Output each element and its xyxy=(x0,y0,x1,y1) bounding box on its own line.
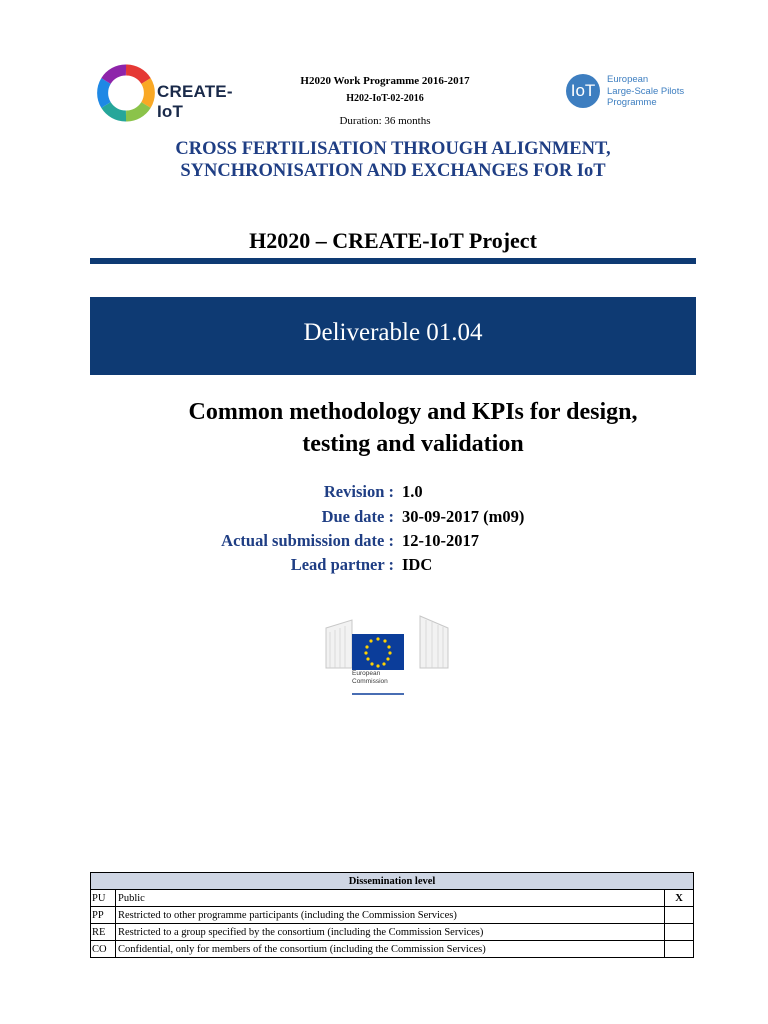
duration: Duration: 36 months xyxy=(339,115,431,127)
table-header-row xyxy=(91,873,694,890)
info-label: Actual submission date : xyxy=(221,531,394,550)
info-row-due-date xyxy=(0,507,768,531)
level-description: Confidential, only for members of the consortium (including the Commission Services) xyxy=(116,941,665,958)
iot-lsp-text: European Large-Scale Pilots Programme xyxy=(607,74,685,108)
table-row xyxy=(91,907,694,924)
create-iot-logo xyxy=(97,64,257,122)
level-mark: X xyxy=(665,890,694,907)
level-description: Restricted to other programme participants (including the Commission Services) xyxy=(116,907,665,924)
level-code: PU xyxy=(91,890,116,907)
iot-badge-icon: IoT xyxy=(566,74,600,108)
info-label: Lead partner : xyxy=(290,555,394,574)
deliverable-number: Deliverable 01.04 xyxy=(303,319,483,346)
level-code: PP xyxy=(91,907,116,924)
dissemination-table xyxy=(90,872,694,958)
main-title: CROSS FERTILISATION THROUGH ALIGNMENT, SYNCHRONISATION AND EXCHANGES FOR IoT xyxy=(175,139,611,181)
project-title: H2020 – CREATE-IoT Project xyxy=(249,228,537,253)
table-row xyxy=(91,941,694,958)
info-value: 1.0 xyxy=(402,482,423,501)
level-description: Restricted to a group specified by the consortium (including the Commission Services) xyxy=(116,924,665,941)
info-label: Revision : xyxy=(323,482,394,501)
programme-name: H2020 Work Programme 2016-2017 xyxy=(300,75,470,87)
info-row-lead-partner xyxy=(0,555,768,579)
table-row xyxy=(91,890,694,907)
level-mark xyxy=(665,924,694,941)
level-code: RE xyxy=(91,924,116,941)
deliverable-subtitle: Common methodology and KPIs for design, testing and validation xyxy=(188,399,638,457)
level-mark xyxy=(665,907,694,924)
deliverable-banner xyxy=(90,297,696,375)
level-description: Public xyxy=(116,890,665,907)
info-value: IDC xyxy=(402,555,433,574)
european-commission-logo xyxy=(322,606,450,696)
info-value: 12-10-2017 xyxy=(402,531,479,550)
table-heading: Dissemination level xyxy=(91,873,694,890)
ec-logo-text: European Commission xyxy=(352,670,388,685)
table-row xyxy=(91,924,694,941)
create-iot-ring-icon xyxy=(97,64,155,122)
info-label: Due date : xyxy=(321,507,394,526)
call-id: H202-IoT-02-2016 xyxy=(346,93,424,104)
divider xyxy=(90,258,696,264)
create-iot-wordmark: CREATE-IoT xyxy=(157,82,233,121)
info-value: 30-09-2017 (m09) xyxy=(402,507,525,526)
iot-lsp-logo xyxy=(566,72,696,112)
programme-header xyxy=(270,74,500,128)
info-row-submission-date xyxy=(0,531,768,555)
level-mark xyxy=(665,941,694,958)
info-row-revision xyxy=(0,482,768,506)
level-code: CO xyxy=(91,941,116,958)
